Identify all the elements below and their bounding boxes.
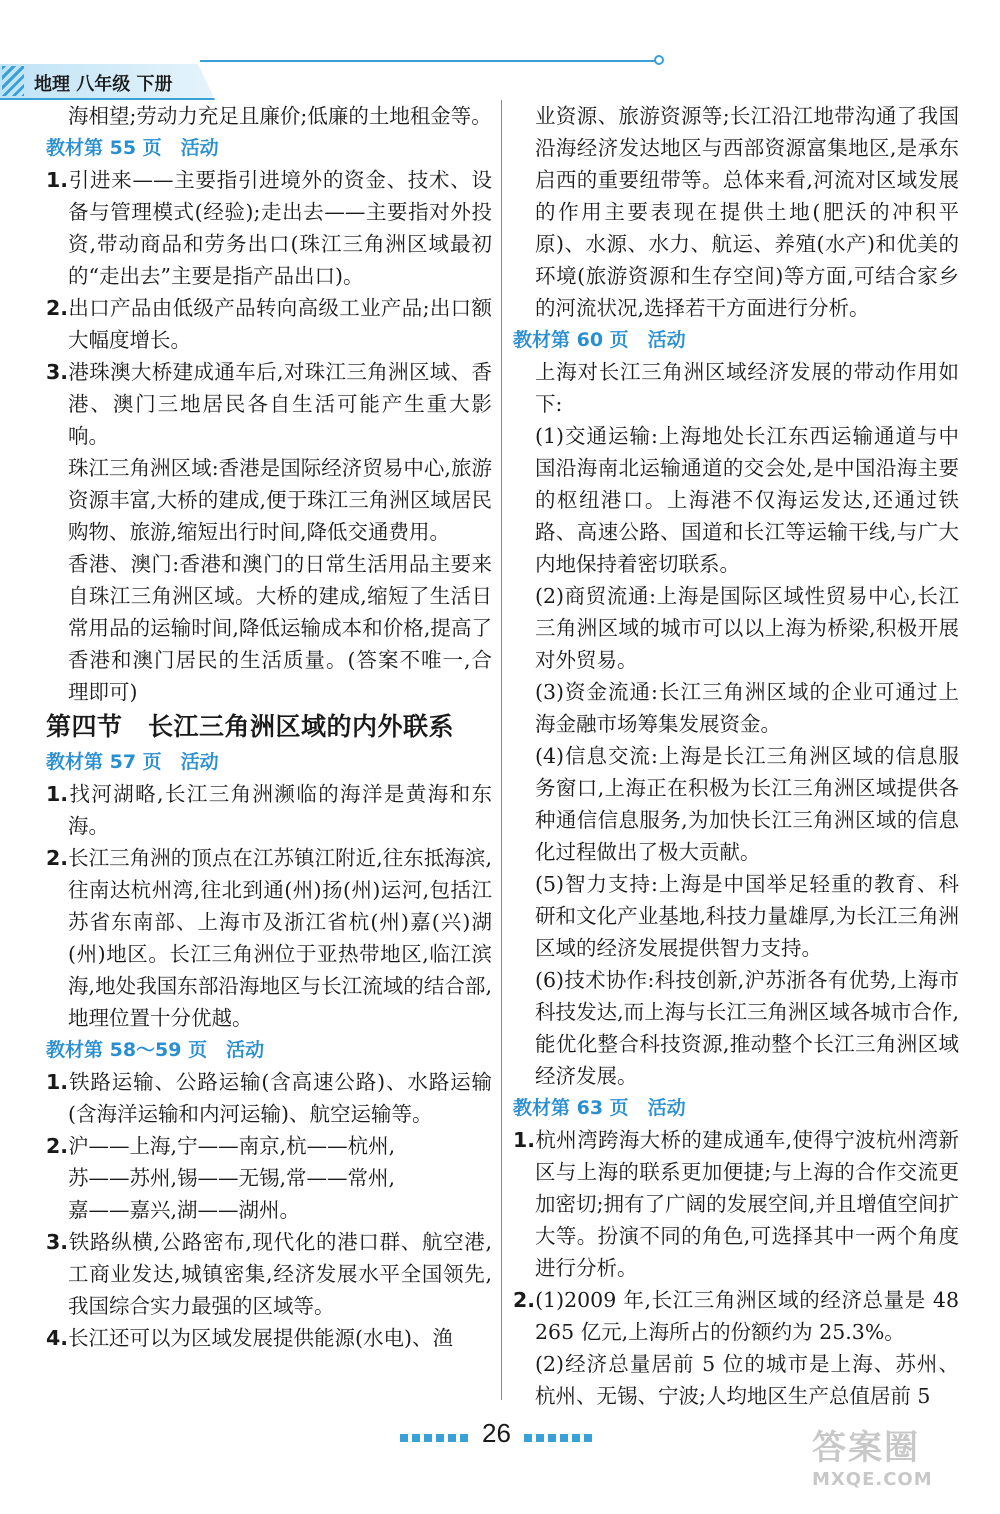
paragraph: (3)资金流通:长江三角洲区域的企业可通过上海金融市场筹集发展资金。 <box>535 680 959 736</box>
list-item: 1.引进来——主要指引进境外的资金、技术、设备与管理模式(经验);走出去——主要指对外投资,带动商品和劳务出口(珠江三角洲区域最初的“走出去”主要是指产品出口)。 <box>46 168 492 288</box>
paragraph: (6)技术协作:科技创新,沪苏浙各有优势,上海市科技发达,而上海与长江三角洲区域各城市合作,能优化整合科技资源,推动整个长江三角洲区域经济发展。 <box>535 968 959 1088</box>
list-item: 3.港珠澳大桥建成通车后,对珠江三角洲区域、香港、澳门三地居民各自生活可能产生重大影响。 <box>46 360 492 448</box>
list-item: 2.长江三角洲的顶点在江苏镇江附近,往东抵海滨,往南达杭州湾,往北到通(州)扬(州)运河,包括江苏省东南部、上海市及浙江省杭(州)嘉(兴)湖(州)地区。长江三角洲位于亚热带地区,临江滨海,地处我国东部沿海地区与长江流域的结合部,地理位置十分优越。 <box>46 846 492 1030</box>
column-divider <box>501 100 502 1400</box>
header-dot <box>654 55 664 65</box>
activity-heading: 教材第 63 页 活动 <box>513 1097 686 1119</box>
list-item: 2.出口产品由低级产品转向高级工业产品;出口额大幅度增长。 <box>46 296 492 352</box>
paragraph: 业资源、旅游资源等;长江沿江地带沟通了我国沿海经济发达地区与西部资源富集地区,是承东启西的重要纽带等。总体来看,河流对区域发展的作用主要表现在提供土地(肥沃的冲积平原)、水源、水力、航运、养殖(水产)和优美的环境(旅游资源和生存空间)等方面,可结合家乡的河流状况,选择若干方面进行分析。 <box>535 104 959 320</box>
activity-heading: 教材第 60 页 活动 <box>513 329 686 351</box>
paragraph: (1)交通运输:上海地处长江东西运输通道与中国沿海南北运输通道的交会处,是中国沿海主要的枢纽港口。上海港不仅海运发达,还通过铁路、高速公路、国道和长江等运输干线,与广大内地保持着密切联系。 <box>535 424 959 576</box>
paragraph: 珠江三角洲区域:香港是国际经济贸易中心,旅游资源丰富,大桥的建成,便于珠江三角洲区域居民购物、旅游,缩短出行时间,降低交通费用。 <box>68 456 492 544</box>
page-header <box>0 52 1000 102</box>
book-title: 地理 八年级 下册 <box>34 74 173 95</box>
list-item: 1.找河湖略,长江三角洲濒临的海洋是黄海和东海。 <box>46 782 492 838</box>
header-stripes <box>2 66 24 96</box>
list-item: 1.杭州湾跨海大桥的建成通车,使得宁波杭州湾新区与上海的联系更加便捷;与上海的合作交流更加密切;拥有了广阔的发展空间,并且增值空间扩大等。扮演不同的角色,可选择其中一两个角度进行分析。 <box>513 1128 959 1280</box>
activity-heading: 教材第 57 页 活动 <box>46 751 219 773</box>
section-title: 第四节 长江三角洲区域的内外联系 <box>46 712 455 741</box>
paragraph: 海相望;劳动力充足且廉价;低廉的土地租金等。 <box>68 104 492 128</box>
left-column <box>46 100 492 1354</box>
list-item: 4.长江还可以为区域发展提供能源(水电)、渔 <box>46 1326 454 1350</box>
paragraph: 上海对长江三角洲区域经济发展的带动作用如下: <box>535 360 959 416</box>
paragraph: (5)智力支持:上海是中国举足轻重的教育、科研和文化产业基地,科技力量雄厚,为长江三角洲区域的经济发展提供智力支持。 <box>535 872 959 960</box>
paragraph: (4)信息交流:上海是长江三角洲区域的信息服务窗口,上海正在积极为长江三角洲区域提供各种通信信息服务,为加快长江三角洲区域的信息化过程做出了极大贡献。 <box>535 744 959 864</box>
list-item: 2.沪——上海,宁——南京,杭——杭州, 苏——苏州,锡——无锡,常——常州, 嘉——嘉兴,湖——湖州。 <box>46 1134 396 1222</box>
list-item: 1.铁路运输、公路运输(含高速公路)、水路运输(含海洋运输和内河运输)、航空运输等。 <box>46 1070 492 1126</box>
list-item: 3.铁路纵横,公路密布,现代化的港口群、航空港,工商业发达,城镇密集,经济发展水平全国领先,我国综合实力最强的区域等。 <box>46 1230 492 1318</box>
right-column <box>513 100 959 1412</box>
activity-heading: 教材第 58～59 页 活动 <box>46 1039 265 1061</box>
page-number: 26 <box>482 1418 511 1448</box>
activity-heading: 教材第 55 页 活动 <box>46 137 219 159</box>
footer-decoration-right <box>524 1434 596 1442</box>
watermark-logo: 答案圈 MXQE.COM <box>812 1428 933 1490</box>
paragraph: (2)商贸流通:上海是国际区域性贸易中心,长江三角洲区域的城市可以以上海为桥梁,积极开展对外贸易。 <box>535 584 959 672</box>
list-item: 2.(1)2009 年,长江三角洲区域的经济总量是 48 265 亿元,上海所占的份额约为 25.3%。 <box>513 1288 959 1344</box>
header-rule <box>200 60 660 62</box>
footer-decoration-left <box>400 1434 472 1442</box>
paragraph: (2)经济总量居前 5 位的城市是上海、苏州、杭州、无锡、宁波;人均地区生产总值居前 5 <box>535 1352 959 1408</box>
paragraph: 香港、澳门:香港和澳门的日常生活用品主要来自珠江三角洲区域。大桥的建成,缩短了生活日常用品的运输时间,降低运输成本和价格,提高了香港和澳门居民的生活质量。(答案不唯一,合理即可) <box>68 552 492 704</box>
